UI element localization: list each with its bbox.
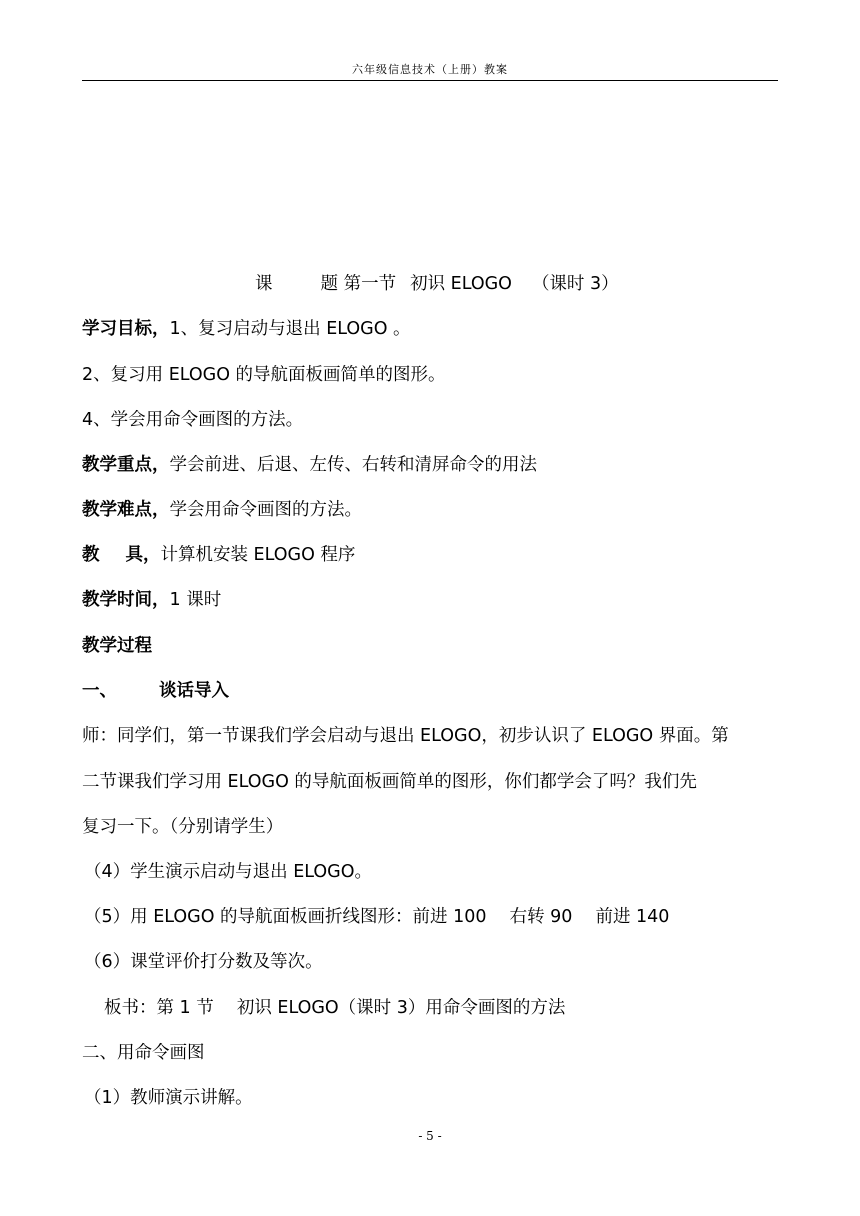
header-rule (82, 80, 778, 81)
step-6: （6）课堂评价打分数及等次。 (84, 952, 323, 972)
step-5: （5）用 ELOGO 的导航面板画折线图形：前进 100 右转 90 前进 140 (84, 907, 670, 927)
section1-title: 谈话导入 (159, 681, 229, 701)
objective-item-2: 2、复习用 ELOGO 的导航面板画简单的图形。 (82, 365, 446, 385)
objectives-line (82, 317, 411, 341)
tools-line (82, 543, 355, 567)
title-label-ke: 课 (255, 274, 273, 294)
process-heading: 教学过程 (82, 636, 152, 656)
tools-label-jiao: 教 (82, 545, 100, 565)
section2-step-1: （1）教师演示讲解。 (84, 1088, 253, 1108)
board-notes: 板书：第 1 节 初识 ELOGO（课时 3）用命令画图的方法 (104, 998, 566, 1018)
tools-label-ju: 具， (125, 545, 161, 565)
title-period: （课时 3） (531, 274, 619, 294)
key-points-label: 教学重点， (82, 455, 170, 475)
key-points-text: 学会前进、后退、左传、右转和清屏命令的用法 (169, 455, 537, 475)
page-number: - 5 - (418, 1129, 442, 1143)
time-label: 教学时间， (82, 590, 170, 610)
difficulty-text: 学会用命令画图的方法。 (169, 500, 362, 520)
time-text: 1 课时 (169, 590, 222, 610)
section1-para-line-3: 复习一下。（分别请学生） (82, 817, 284, 837)
section2-heading: 二、用命令画图 (82, 1043, 205, 1063)
title-label-ti: 题 (320, 274, 338, 294)
objectives-label: 学习目标， (82, 319, 170, 339)
key-points-line (82, 453, 537, 477)
section1-number: 一、 (82, 681, 117, 701)
lesson-title (255, 272, 619, 296)
section1-para-line-1: 师：同学们，第一节课我们学会启动与退出 ELOGO，初步认识了 ELOGO 界面。第 (82, 726, 729, 746)
section1-para-line-2: 二节课我们学习用 ELOGO 的导航面板画简单的图形，你们都学会了吗？我们先 (82, 772, 697, 792)
title-topic: 初识 ELOGO (410, 274, 512, 294)
section1-heading (82, 679, 229, 703)
objective-item-1: 1、复习启动与退出 ELOGO 。 (169, 319, 411, 339)
title-section: 第一节 (343, 274, 397, 294)
running-header-title: 六年级信息技术（上册）教案 (352, 63, 508, 76)
time-line (82, 588, 221, 612)
difficulty-line (82, 498, 362, 522)
difficulty-label: 教学难点， (82, 500, 170, 520)
tools-text: 计算机安装 ELOGO 程序 (160, 545, 356, 565)
objective-item-4: 4、学会用命令画图的方法。 (82, 410, 304, 430)
step-4: （4）学生演示启动与退出 ELOGO。 (84, 862, 372, 882)
